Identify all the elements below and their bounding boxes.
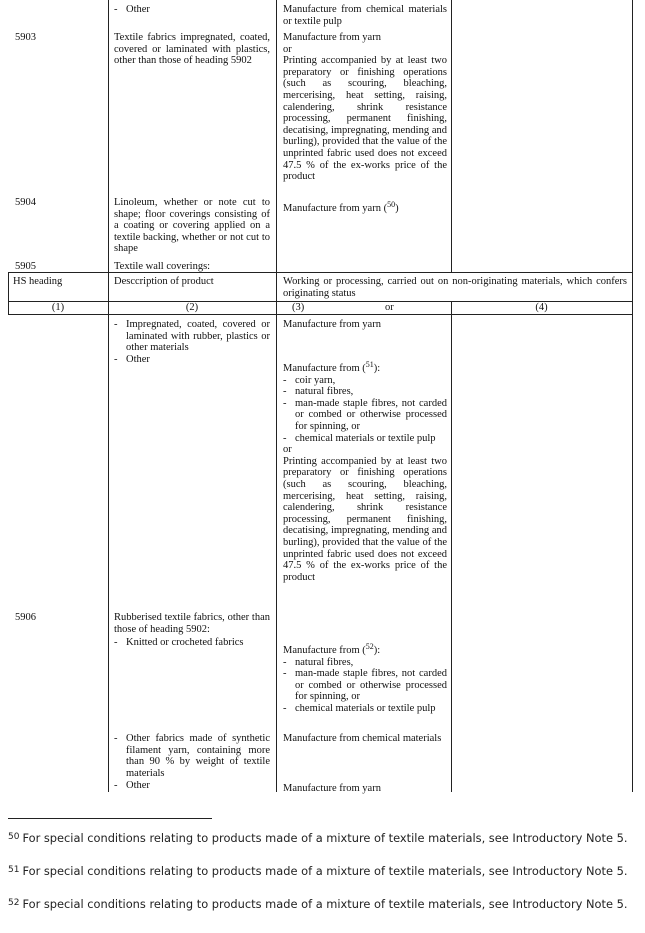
footnote-text: For special conditions relating to products made of a mixture of textile materials, see Introductory Note 5. (22, 864, 628, 878)
rule-text: Manufacture from ( (283, 645, 366, 656)
list-item: - chemical materials or textile pulp (283, 703, 447, 715)
footnote-number: 51 (8, 865, 20, 875)
footnote-51 (8, 864, 638, 878)
desc-knitted (114, 637, 270, 649)
footnote-number: 50 (8, 832, 20, 842)
desc-other-5906 (114, 780, 270, 792)
hs-heading-5905: 5905 (15, 261, 36, 272)
grid-vline (451, 0, 452, 272)
grid-vline (276, 314, 277, 792)
hs-heading-5903: 5903 (15, 32, 36, 43)
desc-text: - Other (114, 4, 270, 16)
desc-5906: Rubberised textile fabrics, other than those of heading 5902: (114, 612, 270, 635)
rule-close: ) (395, 203, 399, 214)
header-num-2: (2) (185, 302, 199, 313)
rule-intro (283, 641, 447, 657)
rule-5904 (283, 199, 447, 215)
rule-chemical-top: Manufacture from chemical materials or textile pulp (283, 4, 447, 27)
grid-vline (276, 272, 277, 315)
or-text: or (283, 43, 292, 55)
header-num-1: (1) (51, 302, 65, 313)
footnote-separator (8, 818, 212, 819)
grid-vline (108, 0, 109, 272)
header-num-3: (3) (292, 302, 305, 313)
footnote-text: For special conditions relating to products made of a mixture of textile materials, see Introductory Note 5. (22, 831, 628, 845)
footnote-ref: 52 (365, 642, 374, 651)
list-item: - natural fibres, (283, 386, 447, 398)
header-or: or (385, 302, 394, 313)
rule-other-5906: Manufacture from yarn (283, 783, 381, 794)
desc-other-5905 (114, 354, 270, 366)
header-working: Working or processing, carried out on non-originating materials, which confers originating status (283, 276, 627, 299)
desc-text: - Other (114, 354, 270, 366)
footnote-50 (8, 831, 638, 845)
hs-heading-5904: 5904 (15, 197, 36, 208)
grid-hline (8, 314, 632, 315)
list-item: - coir yarn, (283, 375, 447, 387)
desc-text: - Impregnated, coated, covered or laminated with rubber, plastics or other materials (114, 319, 270, 354)
grid-vline (632, 0, 633, 272)
desc-other-top (114, 4, 270, 16)
rule-item-list (283, 657, 447, 715)
desc-text: - Other (114, 780, 270, 792)
or-text: or (283, 444, 292, 456)
list-item: - man-made staple fibres, not carded or combed or otherwise processed for spinning, or (283, 668, 447, 703)
grid-vline (632, 314, 633, 792)
header-hs-heading: HS heading (13, 276, 63, 287)
list-item: - natural fibres, (283, 657, 447, 669)
footnote-number: 52 (8, 898, 20, 908)
footnote-ref: 51 (365, 360, 374, 369)
rule-close: ): (373, 645, 381, 656)
rule-text: Manufacture from ( (283, 363, 366, 374)
grid-vline (451, 314, 452, 792)
desc-text: - Other fabrics made of synthetic filament yarn, containing more than 90 % by weight of textile materials (114, 733, 270, 779)
grid-vline (108, 314, 109, 792)
rule-item-list (283, 375, 447, 445)
rule-close: ): (373, 363, 381, 374)
desc-text: - Knitted or crocheted fabrics (114, 637, 270, 649)
rule-text: Manufacture from yarn (283, 32, 381, 43)
header-description: Desccription of product (114, 276, 214, 287)
grid-hline (8, 272, 632, 273)
desc-synthetic (114, 733, 270, 779)
footnote-52 (8, 897, 638, 911)
footnote-ref: 50 (387, 200, 396, 209)
rule-other-5905 (283, 359, 447, 583)
rule-text: Printing accompanied by at least two preparatory or finishing operations (such as scouring, bleaching, mercerising, heat setting, raising, calendering, shrink resistance processing, permanent finishing, decatising, impregnating, mending and burling), provided that the value of the unprinted fabric used does not exceed 47.5 % of the ex-works price of the product (283, 55, 447, 183)
header-num-4: (4) (535, 302, 548, 313)
grid-vline (632, 272, 633, 315)
list-item: - man-made staple fibres, not carded or combed or otherwise processed for spinning, or (283, 398, 447, 433)
rule-impregnated: Manufacture from yarn (283, 319, 381, 330)
rule-synthetic: Manufacture from chemical materials (283, 733, 442, 744)
desc-impregnated (114, 319, 270, 354)
desc-5905: Textile wall coverings: (114, 261, 211, 272)
list-item: - chemical materials or textile pulp (283, 433, 447, 445)
rule-text: Manufacture from yarn ( (283, 203, 388, 214)
rule-text: Printing accompanied by at least two preparatory or finishing operations (such as scouring, bleaching, mercerising, heat setting, raising, calendering, shrink resistance processing, permanent finishing, decatising, impregnating, mending and burling), provided that the value of the unprinted fabric used does not exceed 47.5 % of the ex-works price of the product (283, 455, 447, 583)
hs-heading-5906: 5906 (15, 612, 36, 623)
desc-5903: Textile fabrics impregnated, coated, covered or laminated with plastics, other than those of heading 5902 (114, 32, 270, 67)
rule-knitted (283, 641, 447, 715)
rule-5903 (283, 32, 447, 183)
footnote-text: For special conditions relating to products made of a mixture of textile materials, see Introductory Note 5. (22, 897, 628, 911)
rule-intro (283, 359, 447, 375)
desc-5904: Linoleum, whether or note cut to shape; floor coverings consisting of a coating or covering applied on a textile backing, whether or not cut to shape (114, 197, 270, 255)
grid-vline (276, 0, 277, 272)
